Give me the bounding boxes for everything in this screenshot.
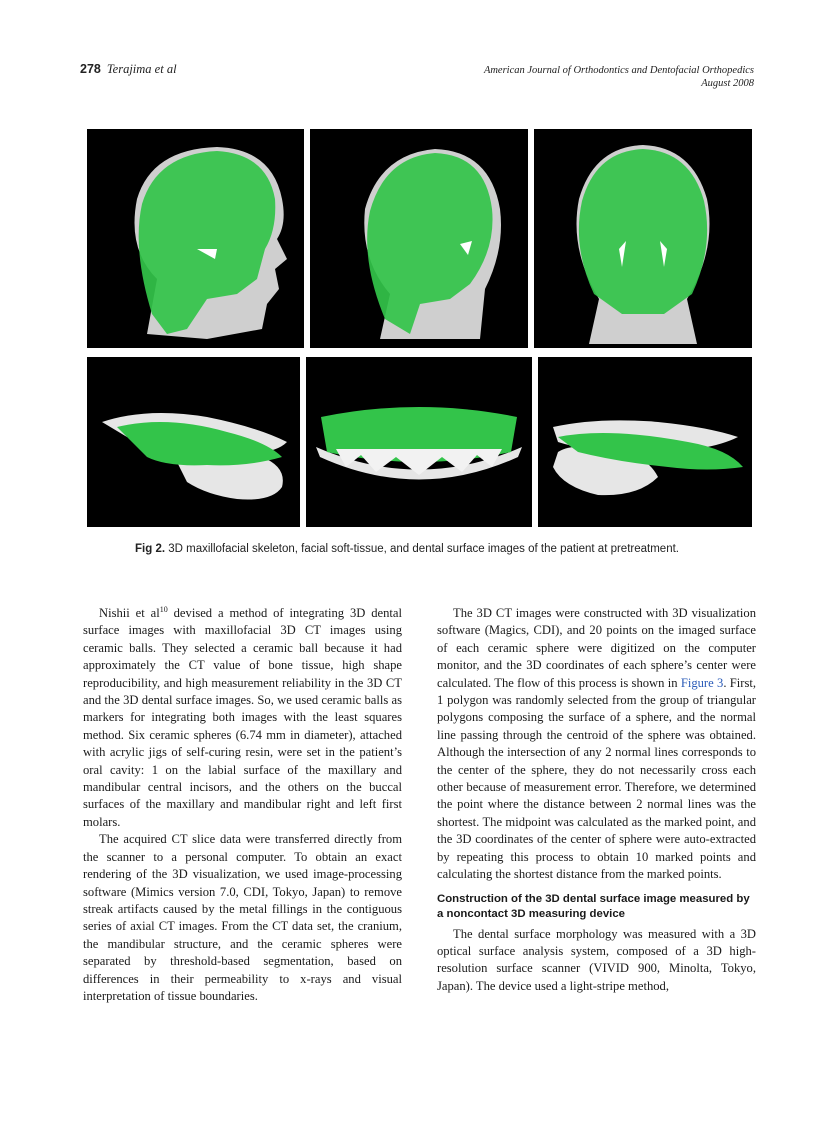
paragraph: The 3D CT images were constructed with 3D visualization software (Magics, CDI), and 20 points on the imaged surface of each ceramic sphere were digitized on the computer monitor, and the 3D coordinates of each sphere’s center were calculated. The flow of this process is shown in Figure 3. First, 1 polygon was randomly selected from the group of triangular polygons composing the surface of a sphere, and the normal line passing through the centroid of the sphere was obtained. Although the intersection of any 2 normal lines corresponds to the center of the sphere, they do not necessarily cross each other because of measurement error. Therefore, we determined the point where the distance between 2 normal lines was the shortest. The midpoint was calculated as the marked point, and the 3D coordinates of the center of sphere were auto-extracted by repeating this process to obtain 10 marked points and calculating the shortest distance from the marked points. — [437, 606, 757, 882]
paragraph: Nishii et $al^{10}$ devised a method of integrating 3D dental surface images with maxillofacial 3D CT images using ceramic balls. They selected a ceramic ball because it had approximately the CT value of bone tissue, high shape reproducibility, and high measurement reliability in the 3D CT and the 3D dental surface images. So, we used ceramic balls as markers for integrating both images with the least squares method. Six ceramic spheres (6.74 mm in diameter), attached with acrylic jigs of self-curing resin, were set in the patient’s oral cavity: 1 on the labial surface of the maxillary and mandibular central incisors, and the others on the buccal surfaces of the maxillary and mandibular right and left first molars. — [83, 604, 402, 829]
running-authors: Terajima et al — [106, 62, 177, 76]
figure-3-link[interactable]: Figure 3 — [680, 675, 724, 690]
page-number: 278 — [80, 62, 101, 76]
running-header-left — [80, 62, 177, 77]
frontal-head-image — [534, 129, 752, 348]
journal-name: American Journal of Orthodontics and Dentofacial Orthopedics — [483, 65, 754, 76]
figure-caption-text: 3D maxillofacial skeleton, facial soft-tissue, and dental surface images of the patient at pretreatment. — [168, 543, 679, 555]
figure-panel-lateral-head — [87, 129, 304, 348]
section-heading: Construction of the 3D dental surface image measured by a noncontact 3D measuring device — [437, 892, 750, 920]
figure-caption — [135, 542, 745, 557]
figure-label: Fig 2. — [135, 543, 166, 555]
paragraph: The acquired CT slice data were transferred directly from the scanner to a personal computer. To obtain an exact rendering of the 3D visualization, we used image-processing software (Mimics version 7.0, CDI, Tokyo, Japan) to remove streak artifacts caused by the metal fillings in the contiguous series of axial CT images. From the CT data set, the cranium, the mandibular structure, and the ceramic spheres were separated by threshold-based segmentation, based on differences in their permeability to x-rays and visual interpretation of tissue boundaries. — [83, 832, 402, 1003]
lateral-head-image — [87, 129, 304, 348]
issue-date: August 2008 — [701, 78, 754, 89]
left-column — [83, 605, 402, 1005]
figure-panel-frontal-head — [534, 129, 752, 348]
figure-panel-dental-frontal — [306, 357, 532, 527]
figure-panel-dental-right — [87, 357, 300, 527]
figure-panel-dental-left — [538, 357, 752, 527]
paragraph: The dental surface morphology was measured with a 3D optical surface analysis system, composed of a 3D high-resolution surface scanner (VIVID 900, Minolta, Tokyo, Japan). The device used a light-stripe method, — [437, 926, 756, 993]
figure-panel-oblique-head — [310, 129, 528, 348]
oblique-head-image — [310, 129, 528, 348]
right-column — [437, 605, 756, 995]
dental-frontal-image — [306, 357, 532, 527]
running-header-right — [394, 64, 754, 90]
dental-left-image — [538, 357, 752, 527]
dental-right-image — [87, 357, 300, 527]
reference-superscript: 10 — [159, 604, 168, 614]
